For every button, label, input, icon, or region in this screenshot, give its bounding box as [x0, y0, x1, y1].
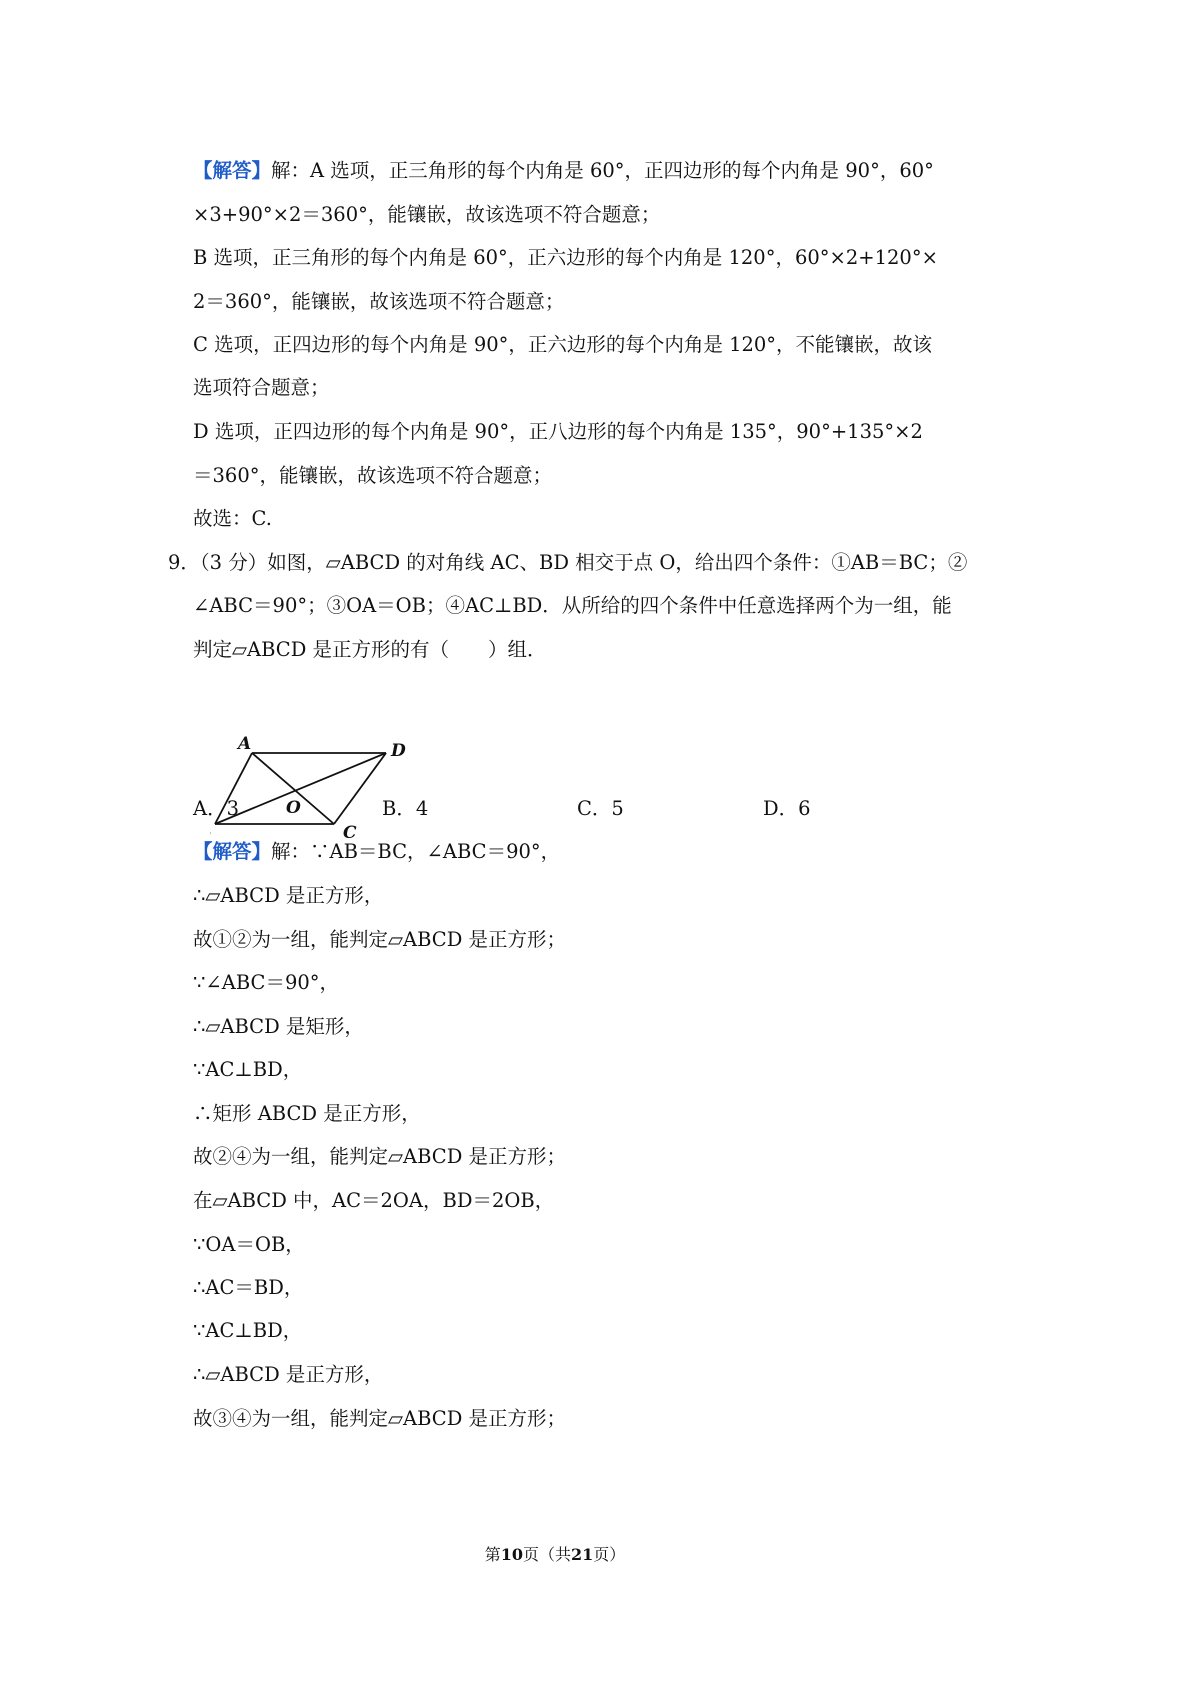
- option-a: A．3: [193, 797, 239, 820]
- answer8-line-5: C 选项，正四边形的每个内角是 90°，正六边形的每个内角是 120°，不能镶嵌，故该: [193, 333, 933, 356]
- option-c: C．5: [577, 797, 624, 820]
- vertex-a-label: A: [238, 735, 252, 754]
- answer8-text: 解：A 选项，正三角形的每个内角是 60°，正四边形的每个内角是 90°，60°: [271, 159, 934, 182]
- answer-label: 【解答】: [193, 159, 272, 182]
- page-footer: [0, 1544, 1110, 1566]
- option-b: B．4: [382, 797, 429, 820]
- answer9-line-6: ∵AC⊥BD，: [193, 1058, 303, 1081]
- question9-line-1: 9．（3 分）如图，▱ABCD 的对角线 AC、BD 相交于点 O，给出四个条件：①AB＝BC；②: [168, 551, 968, 574]
- option-d: D．6: [763, 797, 811, 820]
- answer9-line-13: ∴▱ABCD 是正方形，: [193, 1363, 384, 1386]
- answer8-line-3: B 选项，正三角形的每个内角是 60°，正六边形的每个内角是 120°，60°×2+120°×: [193, 246, 938, 269]
- answer8-line-8: ＝360°，能镶嵌，故该选项不符合题意；: [193, 464, 552, 487]
- center-o-label: O: [286, 798, 301, 818]
- answer9-line-10: ∵OA＝OB，: [193, 1233, 305, 1256]
- question9-line-3: 判定▱ABCD 是正方形的有（ ）组．: [193, 638, 547, 661]
- answer9-line-2: ∴▱ABCD 是正方形，: [193, 884, 384, 907]
- footer-prefix: 第: [484, 1545, 501, 1564]
- answer9-line-7: ∴矩形 ABCD 是正方形，: [193, 1102, 421, 1125]
- answer8-line-7: D 选项，正四边形的每个内角是 90°，正八边形的每个内角是 135°，90°+135°×2: [193, 420, 923, 443]
- answer-label: 【解答】: [193, 840, 272, 863]
- vertex-d-label: D: [391, 741, 406, 761]
- answer9-line-3: 故①②为一组，能判定▱ABCD 是正方形；: [193, 928, 567, 951]
- answer9-line-12: ∵AC⊥BD，: [193, 1319, 303, 1342]
- answer8-line-9: 故选：C.: [193, 507, 272, 530]
- footer-total-pages: 21: [571, 1545, 594, 1564]
- vertex-c-label: C: [343, 823, 357, 843]
- parallelogram-figure: [210, 735, 460, 847]
- answer9-line-9: 在▱ABCD 中，AC＝2OA，BD＝2OB，: [193, 1189, 555, 1212]
- footer-page-number: 10: [500, 1545, 523, 1564]
- footer-suffix: 页）: [593, 1545, 626, 1564]
- answer9-line-8: 故②④为一组，能判定▱ABCD 是正方形；: [193, 1145, 567, 1168]
- answer8-line-2: ×3+90°×2＝360°，能镶嵌，故该选项不符合题意；: [193, 203, 661, 226]
- answer8-line-6: 选项符合题意；: [193, 376, 330, 399]
- footer-middle: 页（共: [522, 1545, 571, 1564]
- answer8-line-1: [193, 156, 934, 186]
- answer9-line-14: 故③④为一组，能判定▱ABCD 是正方形；: [193, 1407, 567, 1430]
- answer9-text: 解：∵AB＝BC，∠ABC＝90°，: [271, 840, 561, 863]
- answer9-line-5: ∴▱ABCD 是矩形，: [193, 1015, 364, 1038]
- answer9-line-11: ∴AC＝BD，: [193, 1276, 304, 1299]
- answer9-line-4: ∵∠ABC＝90°，: [193, 971, 340, 994]
- question9-line-2: ∠ABC＝90°；③OA＝OB；④AC⊥BD．从所给的四个条件中任意选择两个为一组，能: [193, 594, 952, 617]
- answer9-line-1: [193, 837, 560, 867]
- answer8-line-4: 2＝360°，能镶嵌，故该选项不符合题意；: [193, 290, 565, 313]
